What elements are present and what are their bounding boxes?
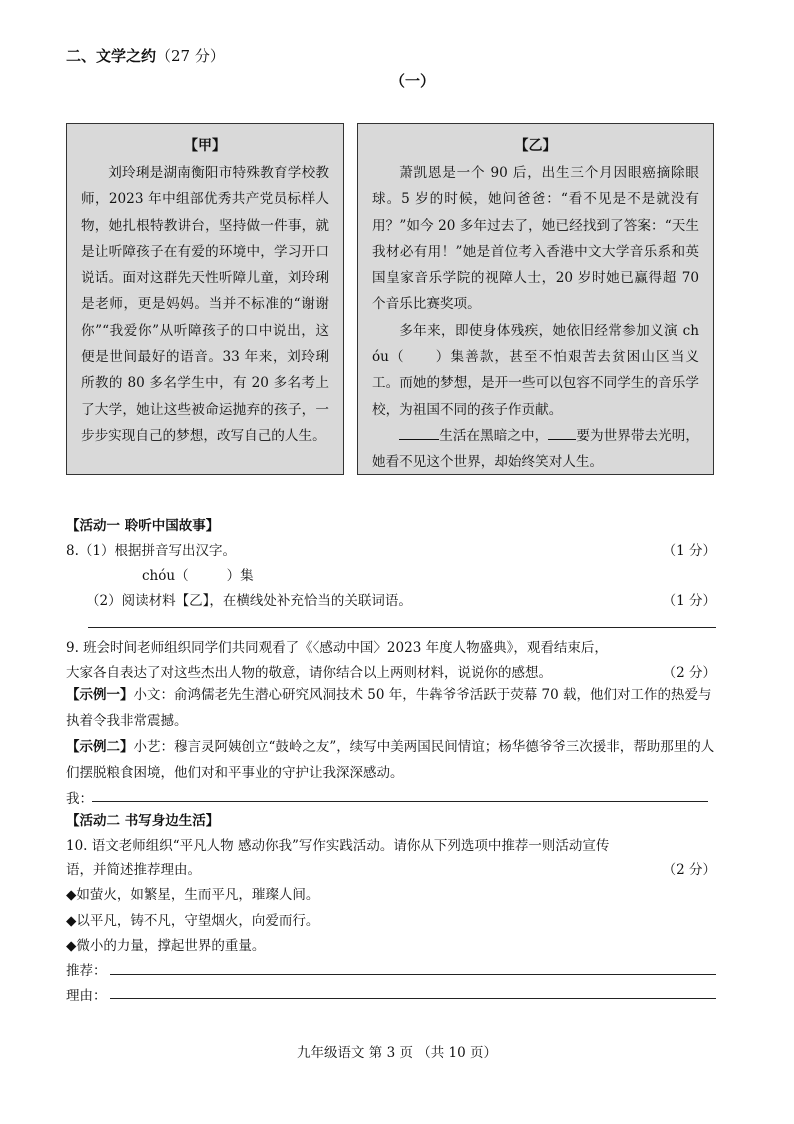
box-yi-p2-start: 多年来，即使身体残疾，她依旧经常参加义演 chóu（ — [372, 322, 699, 366]
q9-line-1: 9. 班会时间老师组织同学们共同观看了《〈感动中国〉2023 年度人物盛典》，观看结束后， — [66, 640, 608, 656]
page-footer: 九年级语文 第 3 页 （共 10 页） — [296, 1045, 497, 1061]
conjunction-blank-2 — [548, 425, 576, 440]
q10-reason-label: 理由： — [66, 988, 107, 1004]
section-score: （27 分） — [156, 47, 225, 65]
q10-line-1: 10. 语文老师组织“平凡人物 感动你我”写作实践活动。请你从下列选项中推荐一则活动宣传 — [66, 838, 610, 854]
section-title — [66, 45, 225, 66]
q10-score: （2 分） — [662, 862, 716, 878]
material-box-jia — [66, 123, 344, 475]
q8-score-1: （1 分） — [662, 543, 716, 559]
box-jia-text: 刘玲琍是湖南衡阳市特殊教育学校教师，2023 年中组部优秀共产党员标样人物，她扎根特教讲台，坚持做一件事，就是让听障孩子在有爱的环境中，学习开口说话。面对这群先天性听障儿童，刘玲琍是老师，更是妈妈。当并不标准的“谢谢你”“我爱你”从听障孩子的口中说出，这便是世间最好的语音。33 年来，刘玲琍所教的 80 多名学生中，有 20 多名考上了大学，她让这些被命运抛弃的孩子，一步步实现自己的梦想，改写自己的人生。 — [81, 165, 329, 444]
q9-example-1 — [66, 682, 716, 734]
box-yi-paragraph-3 — [372, 423, 699, 476]
q10-option-1: ◆如萤火，如繁星，生而平凡，璀璨人间。 — [66, 887, 320, 903]
q9-me-label: 我： — [66, 791, 93, 807]
q9-line-2: 大家各自表达了对这些杰出人物的敬意，请你结合以上两则材料，说说你的感想。 — [66, 665, 552, 681]
example-2-text: 小艺：穆言灵阿姨创立“鼓岭之友”，续写中美两国民间情谊；杨华德爷爷三次援非，帮助那里的人们摆脱粮食困境，他们对和平事业的守护让我深深感动。 — [66, 739, 715, 781]
example-1-label: 【示例一】 — [66, 687, 134, 703]
q8-answer-line[interactable] — [88, 627, 716, 628]
section-title-text: 二、文学之约 — [66, 47, 157, 65]
box-jia-heading: 【甲】 — [184, 138, 226, 154]
q10-option-3: ◆微小的力量，撑起世界的重量。 — [66, 938, 266, 954]
q10-reason-line[interactable] — [110, 998, 716, 999]
activity-one-heading: 【活动一 聆听中国故事】 — [66, 518, 220, 534]
conjunction-blank-1 — [399, 425, 439, 440]
box-yi-p2-end: ）集善款，甚至不怕艰苦去贫困山区当义工。而她的梦想，是开一些可以包容不同学生的音乐学校，为祖国不同的孩子作贡献。 — [372, 349, 699, 418]
material-box-yi — [357, 123, 714, 475]
q9-example-2 — [66, 734, 716, 786]
q8-pinyin-start: chóu（ — [142, 568, 189, 584]
box-yi-paragraph-1: 萧凯恩是一个 90 后，出生三个月因眼癌摘除眼球。5 岁的时候，她问爸爸：“看不见是不是就没有用？”如今 20 多年过去了，她已经找到了答案：“天生我材必有用！”她是首位考入香港中文大学音乐系和英国皇家音乐学院的视障人士，20 岁时她已赢得超 70 个音乐比赛奖项。 — [372, 165, 699, 313]
example-1-text: 小文：俞鸿儒老先生潜心研究风洞技术 50 年，牛犇爷爷活跃于荧幕 70 载，他们对工作的热爱与执着令我非常震撼。 — [66, 687, 712, 729]
part-title: （一） — [390, 72, 436, 90]
box-yi-heading: 【乙】 — [514, 138, 557, 154]
q9-score: （2 分） — [662, 665, 716, 681]
q8-pinyin-prompt — [142, 564, 254, 584]
q9-answer-line[interactable] — [92, 801, 708, 802]
q8-score-2: （1 分） — [662, 593, 716, 609]
example-2-label: 【示例二】 — [66, 739, 134, 755]
activity-two-heading: 【活动二 书写身边生活】 — [66, 813, 220, 829]
q10-recommend-label: 推荐： — [66, 963, 107, 979]
q10-line-2: 语，并简述推荐理由。 — [66, 862, 201, 878]
box-yi-paragraph-2 — [372, 318, 699, 423]
q10-option-2: ◆以平凡，铸不凡，守望烟火，向爱而行。 — [66, 913, 320, 929]
box-yi-p3-end: 要为世界带去光明，她看不见这个世界，却始终笑对人生。 — [372, 427, 699, 471]
box-yi-p3-mid: 生活在黑暗之中， — [439, 427, 549, 444]
q8-stem: 8.（1）根据拼音写出汉字。 — [66, 543, 236, 559]
q8-pinyin-end: ）集 — [226, 568, 254, 584]
q10-recommend-line[interactable] — [110, 974, 716, 975]
q8-sub-2: （2）阅读材料【乙】，在横线处补充恰当的关联词语。 — [86, 593, 412, 609]
